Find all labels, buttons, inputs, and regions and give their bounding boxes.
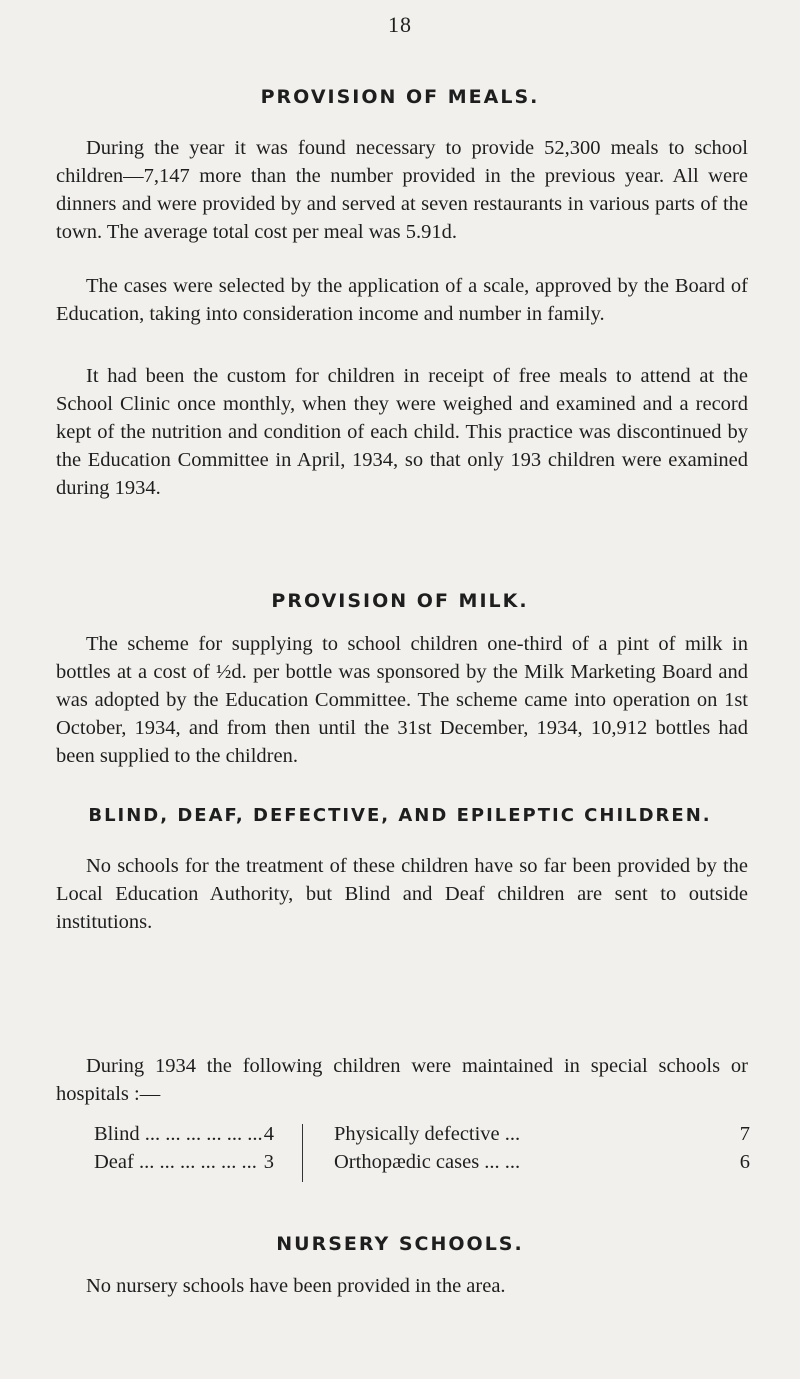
paragraph-meals-2: The cases were selected by the application of a scale, approved by the Board of Education, taking into consideration income and number in family.	[56, 275, 748, 325]
paragraph-defective-2: During 1934 the following children were maintained in special schools or hospitals :—	[56, 1055, 748, 1105]
list-item-label: Blind ... ... ... ... ... ...	[94, 1123, 263, 1145]
paragraph-meals-3: It had been the custom for children in receipt of free meals to attend at the School Clinic once monthly, when they were weighed and examined and a record kept of the nutrition and condition of each child. This practice was discontinued by the Education Committee in April, 1934, so that only 193 children were examined during 1934.	[56, 365, 748, 499]
list-item-label: Deaf ... ... ... ... ... ...	[94, 1151, 257, 1173]
paragraph-meals-1: During the year it was found necessary to provide 52,300 meals to school children—7,147 more than the number provided in the previous year. All were dinners and were provided by and served at seven restaurants in various parts of the town. The average total cost per meal was 5.91d.	[56, 137, 748, 243]
list-item-count: 3	[263, 1151, 274, 1173]
heading-provision-of-milk: PROVISION OF MILK.	[271, 590, 529, 612]
special-schools-list-left	[94, 1120, 274, 1176]
paragraph-nursery-1: No nursery schools have been provided in the area.	[86, 1275, 506, 1297]
special-schools-list-right	[334, 1120, 750, 1176]
list-divider	[302, 1124, 303, 1182]
heading-blind-deaf-defective: BLIND, DEAF, DEFECTIVE, AND EPILEPTIC CHILDREN.	[88, 805, 712, 826]
list-item-count: 7	[739, 1123, 750, 1145]
list-item-count: 6	[739, 1151, 750, 1173]
list-item	[94, 1120, 274, 1148]
paragraph-defective-1: No schools for the treatment of these children have so far been provided by the Local Education Authority, but Blind and Deaf children are sent to outside institutions.	[56, 855, 748, 933]
list-item	[94, 1148, 274, 1176]
heading-provision-of-meals: PROVISION OF MEALS.	[260, 86, 540, 108]
heading-nursery-schools: NURSERY SCHOOLS.	[276, 1233, 524, 1255]
list-item	[334, 1120, 750, 1148]
list-item-label: Physically defective ...	[334, 1123, 521, 1145]
paragraph-milk-1: The scheme for supplying to school children one-third of a pint of milk in bottles at a cost of ½d. per bottle was sponsored by the Milk Marketing Board and was adopted by the Education Committee. The scheme came into operation on 1st October, 1934, and from then until the 31st December, 1934, 10,912 bottles had been supplied to the children.	[56, 633, 748, 767]
list-item	[334, 1148, 750, 1176]
list-item-label: Orthopædic cases ... ...	[334, 1151, 521, 1173]
list-item-count: 4	[263, 1123, 274, 1145]
page-number: 18	[388, 12, 412, 37]
